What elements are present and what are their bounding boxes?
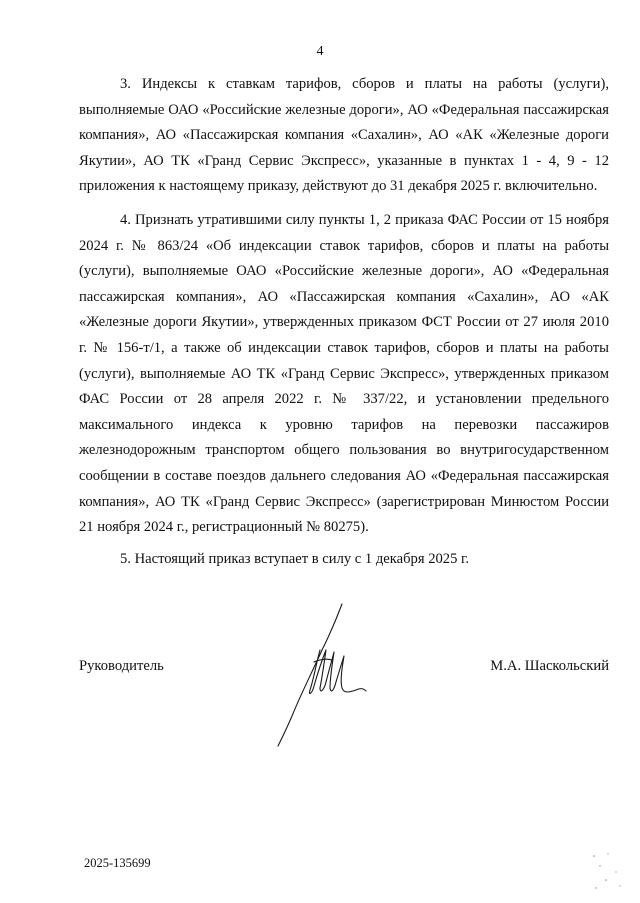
signer-title: Руководитель (79, 658, 164, 674)
page-number: 4 (316, 44, 324, 59)
paragraph-5: 5. Настоящий приказ вступает в силу с 1 декабря 2025 г. (120, 550, 470, 567)
paragraph-3: 3. Индексы к ставкам тарифов, сборов и платы на работы (услуги), выполняемые ОАО «Российские железные дороги», АО «Федеральная пассажирская компания», АО «Пассажирская компания «Сахалин», АО «АК «Железные дороги Якутии», АО ТК «Гранд Сервис Экспресс», указанные в пунктах 1 - 4, 9 - 12 приложения к настоящему приказу, действуют до 31 декабря 2025 г. включительно. (79, 76, 609, 195)
handwritten-signature (270, 598, 380, 748)
document-number: 2025-135699 (84, 856, 151, 870)
document-body (79, 72, 609, 572)
signer-name: М.А. Шаскольский (490, 658, 609, 674)
paragraph-4: 4. Признать утратившими силу пункты 1, 2 приказа ФАС России от 15 ноября 2024 г. № 863/24 «Об индексации ставок тарифов, сборов и платы на работы (услуги), выполняемые ОАО «Российские железные дороги», АО «Федеральная пассажирская компания», АО «Пассажирская компания «Сахалин», АО «АК «Железные дороги Якутии», утвержденных приказом ФСТ России от 27 июля 2010 г. № 156-т/1, а также об индексации ставок тарифов, сборов и платы на работы (услуги), выполняемые АО ТК «Гранд Сервис Экспресс», утвержденных приказом ФАС России от 28 апреля 2022 г. № 337/22, и установлении предельного максимального индекса к уровню тарифов на перевозки пассажиров железнодорожным транспортом общего пользования во внутригосударственном сообщении в составе поездов дальнего следования АО «Федеральная пассажирская компания», АО ТК «Гранд Сервис Экспресс» (зарегистрирован Минюстом России 21 ноября 2024 г., регистрационный № 80275). (79, 211, 609, 536)
scan-specks (588, 850, 628, 895)
